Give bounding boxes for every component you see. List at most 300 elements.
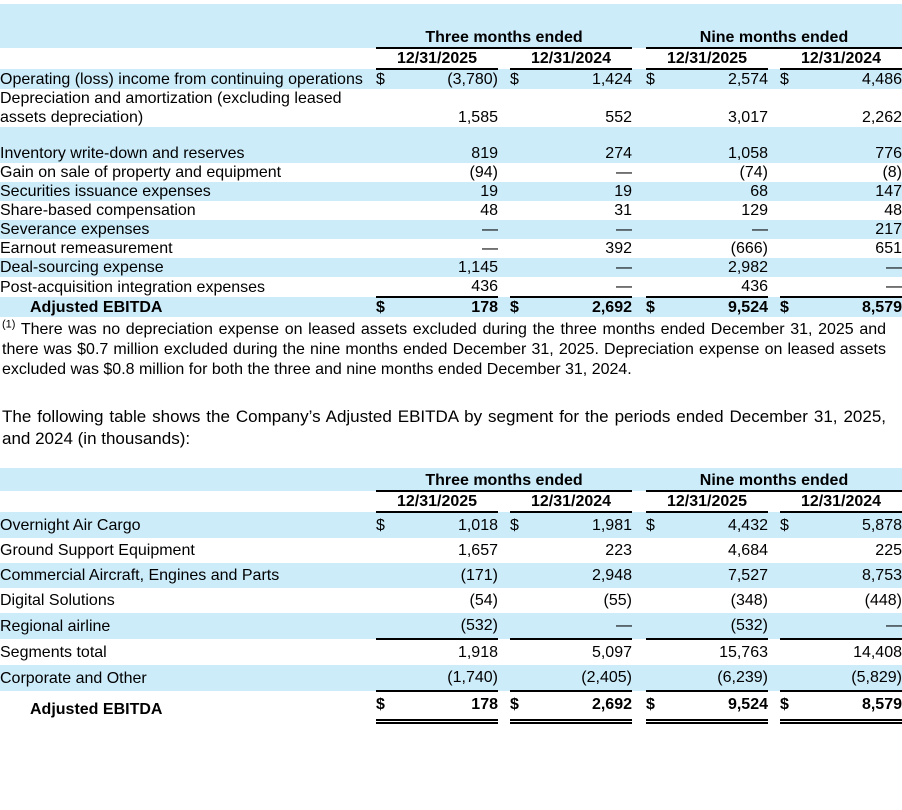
cell-value: — xyxy=(886,617,902,634)
column-gap xyxy=(498,239,510,258)
value-cell xyxy=(510,297,632,317)
column-dates-row xyxy=(0,48,902,69)
cell-value: (348) xyxy=(730,592,768,609)
column-gap xyxy=(498,512,510,538)
column-gap xyxy=(632,89,646,127)
column-gap xyxy=(498,563,510,588)
column-gap xyxy=(768,144,780,163)
value-cell xyxy=(510,69,632,89)
cell-value: (8) xyxy=(882,164,902,181)
table-row xyxy=(0,89,902,127)
cell-value: 2,948 xyxy=(591,567,632,584)
value-cell xyxy=(646,639,768,665)
value-cell xyxy=(646,297,768,317)
cell-value: — xyxy=(886,278,902,295)
empty-header-cell xyxy=(0,491,376,512)
column-gap xyxy=(498,220,510,239)
column-gap xyxy=(768,48,780,69)
value-cell xyxy=(780,588,902,613)
value-cell xyxy=(510,220,632,239)
currency-symbol: $ xyxy=(780,696,789,713)
value-cell xyxy=(510,639,632,665)
group-header-nine-months: Nine months ended xyxy=(646,468,902,491)
column-gap xyxy=(632,182,646,201)
column-gap xyxy=(498,89,510,127)
column-gap xyxy=(632,220,646,239)
row-label: Gain on sale of property and equipment xyxy=(0,164,282,181)
value-cell xyxy=(780,665,902,691)
date-header: 12/31/2025 xyxy=(646,48,768,69)
value-cell xyxy=(376,665,498,691)
cell-value: 1,058 xyxy=(727,145,768,162)
value-cell xyxy=(376,639,498,665)
value-cell xyxy=(780,163,902,182)
column-gap xyxy=(768,220,780,239)
cell-value: 4,432 xyxy=(727,517,768,534)
table-row xyxy=(0,69,902,89)
column-gap xyxy=(632,665,646,691)
column-gap xyxy=(632,491,646,512)
cell-value: (3,780) xyxy=(447,71,498,88)
empty-header-cell xyxy=(0,48,376,69)
currency-symbol: $ xyxy=(510,517,519,534)
column-gap xyxy=(768,613,780,639)
spacer-cell xyxy=(0,127,902,144)
value-cell xyxy=(780,69,902,89)
date-header: 12/31/2025 xyxy=(376,491,498,512)
cell-value: — xyxy=(482,240,498,257)
cell-value: 178 xyxy=(471,696,498,713)
value-cell xyxy=(780,144,902,163)
cell-value: 5,878 xyxy=(861,517,902,534)
row-label: Commercial Aircraft, Engines and Parts xyxy=(0,567,280,584)
cell-value: (5,829) xyxy=(851,669,902,686)
value-cell xyxy=(646,144,768,163)
cell-value: 8,753 xyxy=(861,567,902,584)
column-gap xyxy=(498,639,510,665)
value-cell xyxy=(510,588,632,613)
footnote-1 xyxy=(2,320,886,380)
column-gap xyxy=(768,277,780,297)
cell-value: 4,486 xyxy=(861,71,902,88)
table-row xyxy=(0,163,902,182)
cell-value: — xyxy=(616,259,632,276)
value-cell xyxy=(646,201,768,220)
column-gap xyxy=(632,69,646,89)
value-cell xyxy=(376,512,498,538)
cell-value: — xyxy=(616,221,632,238)
column-gap xyxy=(768,163,780,182)
column-gap xyxy=(498,163,510,182)
cell-value: — xyxy=(752,221,768,238)
value-cell xyxy=(376,220,498,239)
cell-value: 14,408 xyxy=(853,644,902,661)
row-label: Segments total xyxy=(0,644,107,661)
value-cell xyxy=(646,665,768,691)
adjusted-ebitda-by-segment-table xyxy=(0,468,902,724)
column-gap xyxy=(498,588,510,613)
value-cell xyxy=(376,588,498,613)
value-cell xyxy=(510,277,632,297)
footnote-marker: (1) xyxy=(2,318,16,331)
currency-symbol: $ xyxy=(780,517,789,534)
row-label: Operating (loss) income from continuing operations xyxy=(0,71,363,88)
table-row xyxy=(0,512,902,538)
value-cell xyxy=(646,220,768,239)
cell-value: — xyxy=(616,278,632,295)
cell-value: 178 xyxy=(471,299,498,316)
column-gap xyxy=(632,563,646,588)
cell-value: (532) xyxy=(460,617,498,634)
value-cell xyxy=(780,89,902,127)
value-cell xyxy=(376,182,498,201)
date-header: 12/31/2024 xyxy=(780,491,902,512)
value-cell xyxy=(646,538,768,563)
value-cell xyxy=(376,538,498,563)
currency-symbol: $ xyxy=(376,299,385,316)
value-cell xyxy=(780,258,902,277)
cell-value: 1,657 xyxy=(457,542,498,559)
cell-value: 1,145 xyxy=(457,259,498,276)
cell-value: (54) xyxy=(469,592,498,609)
row-label: Ground Support Equipment xyxy=(0,542,195,559)
value-cell xyxy=(376,163,498,182)
cell-value: 9,524 xyxy=(727,696,768,713)
currency-symbol: $ xyxy=(376,71,385,88)
value-cell xyxy=(646,512,768,538)
value-cell xyxy=(376,201,498,220)
column-gap xyxy=(768,665,780,691)
value-cell xyxy=(780,277,902,297)
table-row xyxy=(0,182,902,201)
column-gap xyxy=(632,144,646,163)
column-gap xyxy=(498,69,510,89)
cell-value: 7,527 xyxy=(727,567,768,584)
table-row xyxy=(0,297,902,317)
cell-value: (74) xyxy=(739,164,768,181)
cell-value: 8,579 xyxy=(861,299,902,316)
column-gap xyxy=(498,491,510,512)
cell-value: 2,982 xyxy=(727,259,768,276)
cell-value: 1,424 xyxy=(591,71,632,88)
group-header-nine-months: Nine months ended xyxy=(646,4,902,48)
table-row xyxy=(0,691,902,722)
cell-value: (94) xyxy=(469,164,498,181)
value-cell xyxy=(780,613,902,639)
column-gap xyxy=(632,297,646,317)
column-gap xyxy=(498,665,510,691)
value-cell xyxy=(510,144,632,163)
cell-value: 31 xyxy=(614,202,632,219)
column-gap xyxy=(768,512,780,538)
cell-value: (532) xyxy=(730,617,768,634)
cell-value: — xyxy=(886,259,902,276)
value-cell xyxy=(376,613,498,639)
value-cell xyxy=(510,239,632,258)
row-label: Adjusted EBITDA xyxy=(30,299,163,316)
currency-symbol: $ xyxy=(646,71,655,88)
adjusted-ebitda-reconciliation-table xyxy=(0,4,902,317)
column-gap xyxy=(498,277,510,297)
cell-value: 1,585 xyxy=(457,109,498,126)
table-row xyxy=(0,563,902,588)
value-cell xyxy=(510,258,632,277)
table-row xyxy=(0,665,902,691)
value-cell xyxy=(780,201,902,220)
value-cell xyxy=(510,613,632,639)
value-cell xyxy=(646,588,768,613)
footnote-text: There was no depreciation expense on leased assets excluded during the three months ended December 31, 2025 and there was $0.7 million excluded during the nine months ended December 31, 2025. Depreciation expense on leased assets excluded was $0.8 million for both the three and nine months ended December 31, 2024. xyxy=(2,321,887,378)
table-row xyxy=(0,277,902,297)
cell-value: 776 xyxy=(875,145,902,162)
column-gap xyxy=(632,201,646,220)
column-group-header-row xyxy=(0,468,902,491)
value-cell xyxy=(646,239,768,258)
empty-header-cell xyxy=(0,468,376,491)
row-label: Severance expenses xyxy=(0,221,150,238)
row-label: Inventory write-down and reserves xyxy=(0,145,245,162)
column-dates-row xyxy=(0,491,902,512)
column-gap xyxy=(768,297,780,317)
row-label: Share-based compensation xyxy=(0,202,196,219)
value-cell xyxy=(780,182,902,201)
table-body xyxy=(0,69,902,317)
cell-value: 147 xyxy=(875,183,902,200)
cell-value: 9,524 xyxy=(727,299,768,316)
value-cell xyxy=(780,691,902,722)
column-gap xyxy=(768,639,780,665)
column-gap xyxy=(632,613,646,639)
cell-value: (1,740) xyxy=(447,669,498,686)
column-gap xyxy=(632,239,646,258)
spacer-row xyxy=(0,127,902,144)
column-gap xyxy=(632,163,646,182)
value-cell xyxy=(376,277,498,297)
value-cell xyxy=(646,69,768,89)
group-header-three-months: Three months ended xyxy=(376,468,632,491)
cell-value: 3,017 xyxy=(727,109,768,126)
cell-value: (171) xyxy=(460,567,498,584)
cell-value: 19 xyxy=(614,183,632,200)
value-cell xyxy=(376,563,498,588)
currency-symbol: $ xyxy=(510,71,519,88)
cell-value: 19 xyxy=(480,183,498,200)
value-cell xyxy=(780,239,902,258)
column-gap xyxy=(768,182,780,201)
column-gap xyxy=(498,538,510,563)
cell-value: 15,763 xyxy=(719,644,768,661)
table-row xyxy=(0,258,902,277)
column-gap xyxy=(632,639,646,665)
column-gap xyxy=(498,258,510,277)
value-cell xyxy=(780,538,902,563)
table-row xyxy=(0,538,902,563)
date-header: 12/31/2025 xyxy=(376,48,498,69)
value-cell xyxy=(376,691,498,722)
column-gap xyxy=(768,538,780,563)
currency-symbol: $ xyxy=(510,696,519,713)
cell-value: — xyxy=(482,221,498,238)
date-header: 12/31/2024 xyxy=(510,491,632,512)
value-cell xyxy=(376,89,498,127)
column-gap xyxy=(632,468,646,491)
cell-value: — xyxy=(616,164,632,181)
value-cell xyxy=(510,201,632,220)
value-cell xyxy=(646,277,768,297)
cell-value: 129 xyxy=(741,202,768,219)
column-group-header-row xyxy=(0,4,902,48)
cell-value: (666) xyxy=(730,240,768,257)
value-cell xyxy=(780,220,902,239)
cell-value: (55) xyxy=(603,592,632,609)
date-header: 12/31/2025 xyxy=(646,491,768,512)
column-gap xyxy=(768,588,780,613)
value-cell xyxy=(646,182,768,201)
cell-value: 217 xyxy=(875,221,902,238)
cell-value: (448) xyxy=(864,592,902,609)
column-gap xyxy=(498,691,510,722)
table-row xyxy=(0,239,902,258)
column-gap xyxy=(768,258,780,277)
row-label: Deal-sourcing expense xyxy=(0,259,164,276)
value-cell xyxy=(646,89,768,127)
value-cell xyxy=(646,258,768,277)
column-gap xyxy=(768,239,780,258)
column-gap xyxy=(498,182,510,201)
column-gap xyxy=(498,144,510,163)
table-row xyxy=(0,144,902,163)
cell-value: 8,579 xyxy=(861,696,902,713)
column-gap xyxy=(632,48,646,69)
column-gap xyxy=(768,89,780,127)
value-cell xyxy=(376,258,498,277)
row-label: Regional airline xyxy=(0,618,111,635)
empty-header-cell xyxy=(0,4,376,48)
value-cell xyxy=(780,639,902,665)
value-cell xyxy=(780,512,902,538)
row-label: Securities issuance expenses xyxy=(0,183,211,200)
column-gap xyxy=(632,588,646,613)
table-row xyxy=(0,201,902,220)
value-cell xyxy=(646,613,768,639)
cell-value: 392 xyxy=(605,240,632,257)
value-cell xyxy=(376,239,498,258)
column-gap xyxy=(632,277,646,297)
column-gap xyxy=(498,48,510,69)
cell-value: 819 xyxy=(471,145,498,162)
table-row xyxy=(0,220,902,239)
cell-value: 2,574 xyxy=(727,71,768,88)
currency-symbol: $ xyxy=(510,299,519,316)
value-cell xyxy=(376,69,498,89)
cell-value: 552 xyxy=(605,109,632,126)
table-body xyxy=(0,512,902,722)
table-row xyxy=(0,613,902,639)
date-header: 12/31/2024 xyxy=(510,48,632,69)
cell-value: 651 xyxy=(875,240,902,257)
cell-value: 436 xyxy=(741,278,768,295)
value-cell xyxy=(780,297,902,317)
cell-value: 223 xyxy=(605,542,632,559)
row-label: Post-acquisition integration expenses xyxy=(0,279,266,296)
value-cell xyxy=(646,691,768,722)
column-gap xyxy=(768,69,780,89)
table-row xyxy=(0,588,902,613)
value-cell xyxy=(376,297,498,317)
value-cell xyxy=(510,563,632,588)
cell-value: — xyxy=(616,617,632,634)
cell-value: 1,018 xyxy=(457,517,498,534)
row-label: Adjusted EBITDA xyxy=(30,700,163,718)
column-gap xyxy=(768,491,780,512)
column-gap xyxy=(632,258,646,277)
column-gap xyxy=(768,201,780,220)
column-gap xyxy=(632,538,646,563)
value-cell xyxy=(510,182,632,201)
currency-symbol: $ xyxy=(780,71,789,88)
column-gap xyxy=(768,563,780,588)
cell-value: 4,684 xyxy=(727,542,768,559)
column-gap xyxy=(498,201,510,220)
cell-value: 2,692 xyxy=(591,299,632,316)
cell-value: 2,692 xyxy=(591,696,632,713)
column-gap xyxy=(498,297,510,317)
row-label: Digital Solutions xyxy=(0,592,115,609)
currency-symbol: $ xyxy=(646,696,655,713)
cell-value: 5,097 xyxy=(591,644,632,661)
value-cell xyxy=(780,563,902,588)
cell-value: (6,239) xyxy=(717,669,768,686)
row-label: Earnout remeasurement xyxy=(0,240,173,257)
column-gap xyxy=(632,4,646,48)
column-gap xyxy=(498,613,510,639)
value-cell xyxy=(510,163,632,182)
currency-symbol: $ xyxy=(646,299,655,316)
value-cell xyxy=(510,89,632,127)
cell-value: 1,918 xyxy=(457,644,498,661)
value-cell xyxy=(646,563,768,588)
column-gap xyxy=(632,691,646,722)
cell-value: (2,405) xyxy=(581,669,632,686)
table-row xyxy=(0,639,902,665)
value-cell xyxy=(510,665,632,691)
row-label: Overnight Air Cargo xyxy=(0,517,141,534)
value-cell xyxy=(510,512,632,538)
cell-value: 1,981 xyxy=(591,517,632,534)
column-gap xyxy=(768,691,780,722)
cell-value: 436 xyxy=(471,278,498,295)
value-cell xyxy=(646,163,768,182)
cell-value: 2,262 xyxy=(861,109,902,126)
cell-value: 68 xyxy=(750,183,768,200)
cell-value: 48 xyxy=(480,202,498,219)
segment-table-intro-paragraph: The following table shows the Company’s Adjusted EBITDA by segment for the periods ended December 31, 2025, and 2024 (in thousands): xyxy=(2,407,886,448)
value-cell xyxy=(510,538,632,563)
cell-value: 48 xyxy=(884,202,902,219)
value-cell xyxy=(376,144,498,163)
currency-symbol: $ xyxy=(646,517,655,534)
currency-symbol: $ xyxy=(376,517,385,534)
date-header: 12/31/2024 xyxy=(780,48,902,69)
cell-value: 225 xyxy=(875,542,902,559)
group-header-three-months: Three months ended xyxy=(376,4,632,48)
row-label: Corporate and Other xyxy=(0,670,147,687)
currency-symbol: $ xyxy=(780,299,789,316)
currency-symbol: $ xyxy=(376,696,385,713)
value-cell xyxy=(510,691,632,722)
row-label: Depreciation and amortization (excluding leased assets depreciation) xyxy=(0,90,342,126)
cell-value: 274 xyxy=(605,145,632,162)
